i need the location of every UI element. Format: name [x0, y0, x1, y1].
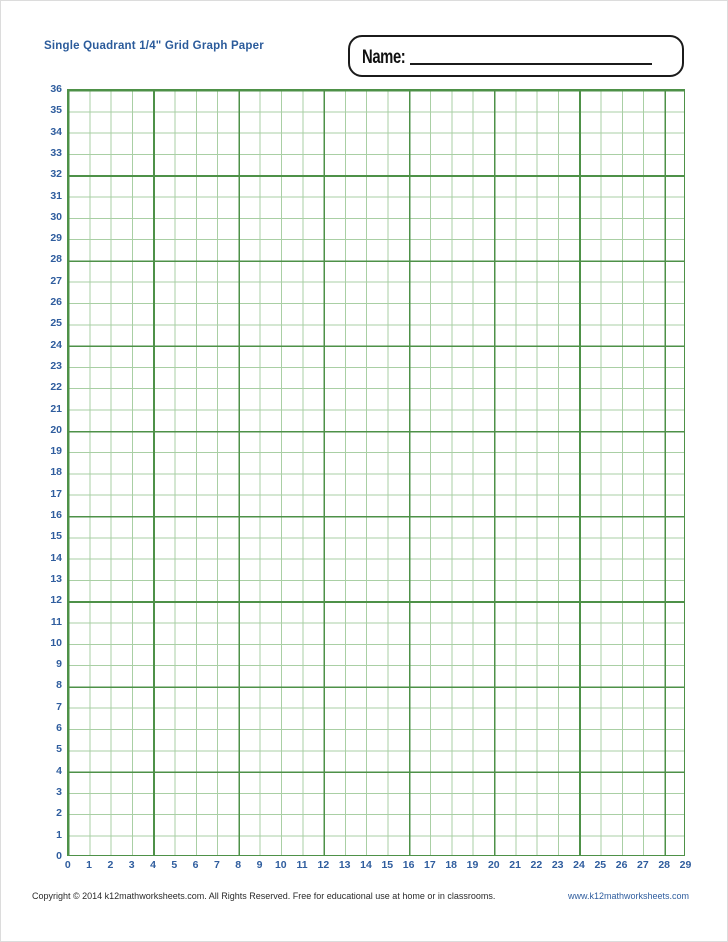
y-axis-label: 32	[50, 168, 62, 181]
y-axis-label: 5	[56, 743, 62, 756]
y-axis-label: 16	[50, 509, 62, 521]
x-axis-label: 3	[128, 859, 135, 871]
page-title: Single Quadrant 1/4" Grid Graph Paper	[44, 40, 264, 52]
y-axis-label: 29	[50, 232, 62, 245]
y-axis-label: 3	[56, 785, 62, 798]
name-box	[348, 35, 684, 77]
x-axis-label: 16	[402, 859, 415, 871]
x-axis-label: 8	[235, 859, 242, 871]
x-axis-label: 15	[381, 859, 394, 871]
y-axis-label: 15	[50, 530, 62, 543]
y-axis-label: 1	[56, 828, 62, 841]
y-axis-label: 6	[56, 722, 62, 734]
x-axis-label: 17	[424, 859, 436, 871]
y-axis-label: 27	[50, 274, 62, 287]
y-axis-label: 19	[50, 445, 62, 458]
name-label: Name:	[362, 47, 406, 68]
y-axis-label: 0	[56, 849, 62, 862]
x-axis-label: 21	[509, 859, 521, 871]
y-axis-label: 22	[50, 381, 62, 394]
y-axis-label: 11	[50, 615, 62, 628]
graph-grid	[67, 89, 685, 856]
x-axis-label: 5	[171, 859, 178, 871]
y-axis-label: 34	[50, 125, 62, 138]
y-axis-label: 33	[50, 146, 62, 159]
x-axis-label: 20	[487, 859, 500, 871]
x-axis-label: 10	[274, 859, 287, 871]
footer-website: www.k12mathworksheets.com	[567, 891, 689, 901]
x-axis-label: 28	[658, 859, 671, 871]
y-axis-label: 31	[50, 189, 62, 202]
y-axis-label: 30	[50, 210, 62, 223]
y-axis-label: 17	[50, 487, 62, 500]
x-axis-label: 1	[86, 859, 93, 871]
x-axis-label: 14	[360, 859, 372, 871]
name-fill-line	[410, 63, 652, 65]
y-axis-label: 23	[50, 359, 62, 372]
x-axis-label: 22	[530, 859, 543, 871]
x-axis-label: 7	[213, 859, 220, 871]
x-axis-label: 19	[466, 859, 479, 871]
y-axis-label: 4	[56, 764, 62, 777]
x-axis-label: 29	[679, 859, 692, 871]
x-axis-label: 23	[551, 859, 564, 871]
x-axis-label: 13	[338, 859, 351, 871]
y-axis-label: 9	[56, 658, 62, 671]
x-axis-label: 25	[594, 859, 607, 871]
y-axis-label: 20	[50, 423, 62, 436]
y-axis-label: 24	[50, 338, 62, 351]
x-axis-label: 18	[445, 859, 458, 871]
x-axis-label: 26	[615, 859, 628, 871]
y-axis-label: 12	[50, 594, 62, 607]
x-axis-label: 2	[107, 859, 114, 871]
y-axis-label: 28	[50, 253, 62, 266]
y-axis-label: 14	[50, 551, 62, 564]
y-axis-label: 36	[50, 83, 62, 95]
y-axis-label: 7	[56, 700, 62, 713]
y-axis-label: 8	[56, 679, 62, 692]
y-axis-label: 10	[50, 636, 62, 649]
y-axis-label: 25	[50, 317, 62, 330]
x-axis-label: 12	[317, 859, 330, 871]
x-axis-label: 4	[150, 859, 156, 871]
y-axis-label: 2	[56, 807, 62, 820]
x-axis-label: 24	[573, 859, 585, 871]
x-axis-label: 6	[192, 859, 199, 871]
x-axis-label: 11	[296, 859, 308, 871]
y-axis-label: 13	[50, 572, 62, 585]
y-axis-label: 26	[50, 296, 62, 308]
x-axis-label: 9	[256, 859, 263, 871]
x-axis-label: 27	[637, 859, 649, 871]
x-axis-label: 0	[64, 859, 71, 871]
y-axis-label: 21	[50, 402, 62, 415]
y-axis-label: 18	[50, 466, 62, 479]
footer-copyright: Copyright © 2014 k12mathworksheets.com. All Rights Reserved. Free for educational use at home or in classrooms.	[32, 891, 496, 901]
y-axis-label: 35	[50, 104, 62, 117]
